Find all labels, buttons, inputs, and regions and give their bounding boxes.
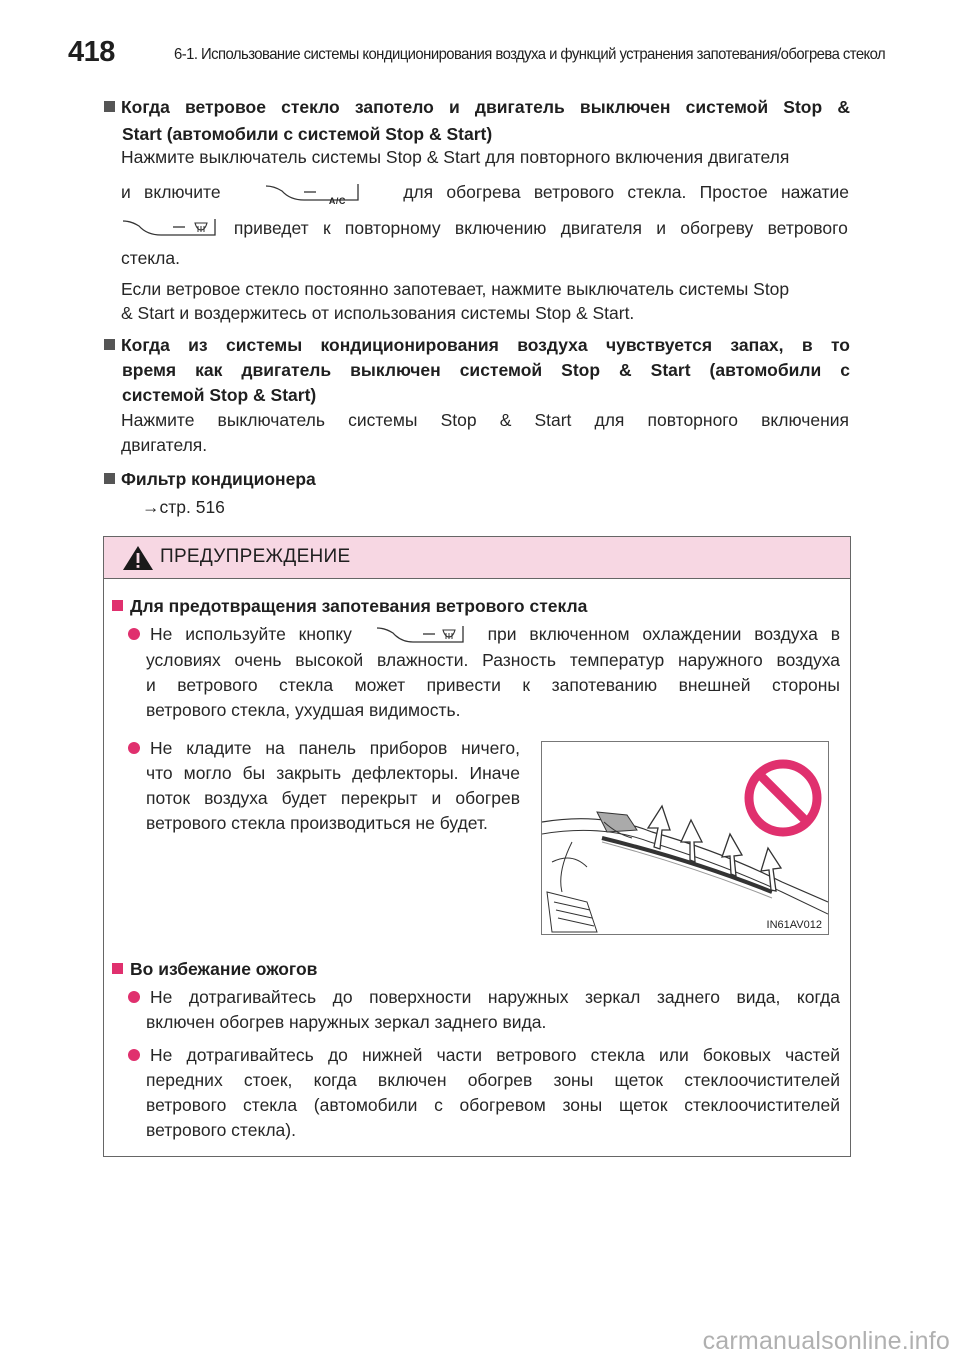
warning-triangle-icon [122,545,154,571]
round-bullet-icon [128,742,140,754]
page-number: 418 [68,36,115,68]
warning-b2-line1: Не кладите на панель приборов ничего, [128,733,520,764]
defroster-button-icon [375,624,465,646]
warning-b2-line4: ветрового стекла производиться не будет. [146,813,488,833]
dashboard-illustration [541,741,829,935]
square-bullet-icon [104,101,115,112]
square-bullet-icon [112,600,123,611]
warning-b4-line2: передних стоек, когда включен обогрев зоны щеток стеклоочистителей [146,1070,840,1090]
warning-b2-line3: поток воздуха будет перекрыт и обогрев [146,788,520,808]
s1-p2-line1: Если ветровое стекло постоянно запотевает, нажмите выключатель системы Stop [121,279,790,299]
warning-b1-line4: ветрового стекла, ухудшая видимость. [146,700,461,720]
watermark: carmanualsonline.info [702,1327,950,1355]
square-bullet-icon [104,473,115,484]
round-bullet-icon [128,1049,140,1061]
s2-title-line2: время как двигатель выключен системой Stop & Start (автомобили с [122,360,850,380]
s2-p-line2: двигателя. [121,435,208,455]
round-bullet-icon [128,628,140,640]
warning-subtitle-2: Во избежание ожогов [112,956,848,983]
dashboard-vents-drawing [542,742,828,934]
warning-b4-line4: ветрового стекла). [146,1120,296,1140]
warning-header [104,537,850,579]
s1-title-line2: Start (автомобили с системой Stop & Start) [122,124,493,144]
warning-b1-line3: и ветрового стекла может привести к запотеванию внешней стороны [146,675,840,695]
defroster-button-icon [121,217,217,239]
s1-p1-line3: приведет к повторному включению двигателя и обогреву ветрового [121,212,849,244]
s1-p1-line1: Нажмите выключатель системы Stop & Start для повторного включения двигателя [121,147,790,167]
warning-b1-line1: Не используйте кнопку при включенном охлаждении воздуха в [128,619,840,650]
s2-p-line1: Нажмите выключатель системы Stop & Start для повторного включения [121,410,849,430]
warning-b3-line1: Не дотрагивайтесь до поверхности наружных зеркал заднего вида, когда [128,982,840,1013]
page-header [68,36,928,76]
s1-p2-line2: & Start и воздержитесь от использования системы Stop & Start. [121,303,635,323]
round-bullet-icon [128,991,140,1003]
warning-b4-line1: Не дотрагивайтесь до нижней части ветрового стекла или боковых частей [128,1040,840,1071]
warning-title: ПРЕДУПРЕЖДЕНИЕ [160,546,351,567]
square-bullet-icon [112,963,123,974]
square-bullet-icon [104,339,115,350]
section-title: 6-1. Использование системы кондиционирования воздуха и функций устранения запотевания/обогрева стекол [174,46,886,63]
s3-page-reference[interactable]: →стр. 516 [142,497,225,517]
warning-subtitle-1: Для предотвращения запотевания ветрового стекла [112,593,848,620]
s2-title-line3: системой Stop & Start) [122,385,317,405]
warning-b2-line2: что могло бы закрыть дефлекторы. Иначе [146,763,520,783]
warning-b1-line2: условиях очень высокой влажности. Разность температур наружного воздуха [146,650,840,670]
s1-p1-line4: стекла. [121,248,180,268]
ac-button-icon: A/C [264,182,360,204]
s3-title: Фильтр кондиционера [104,466,850,493]
warning-b4-line3: ветрового стекла (автомобили с обогревом зоны щеток стеклоочистителей [146,1095,840,1115]
s1-title-line1: Когда ветровое стекло запотело и двигатель выключен системой Stop & [104,94,850,121]
s1-p1-line2: и включите A/C для обогрева ветрового стекла. Простое нажатие [121,182,849,207]
illustration-code: IN61AV012 [766,919,822,931]
s2-title-line1: Когда из системы кондиционирования воздуха чувствуется запах, в то [104,332,850,359]
warning-b3-line2: включен обогрев наружных зеркал заднего вида. [146,1012,547,1032]
